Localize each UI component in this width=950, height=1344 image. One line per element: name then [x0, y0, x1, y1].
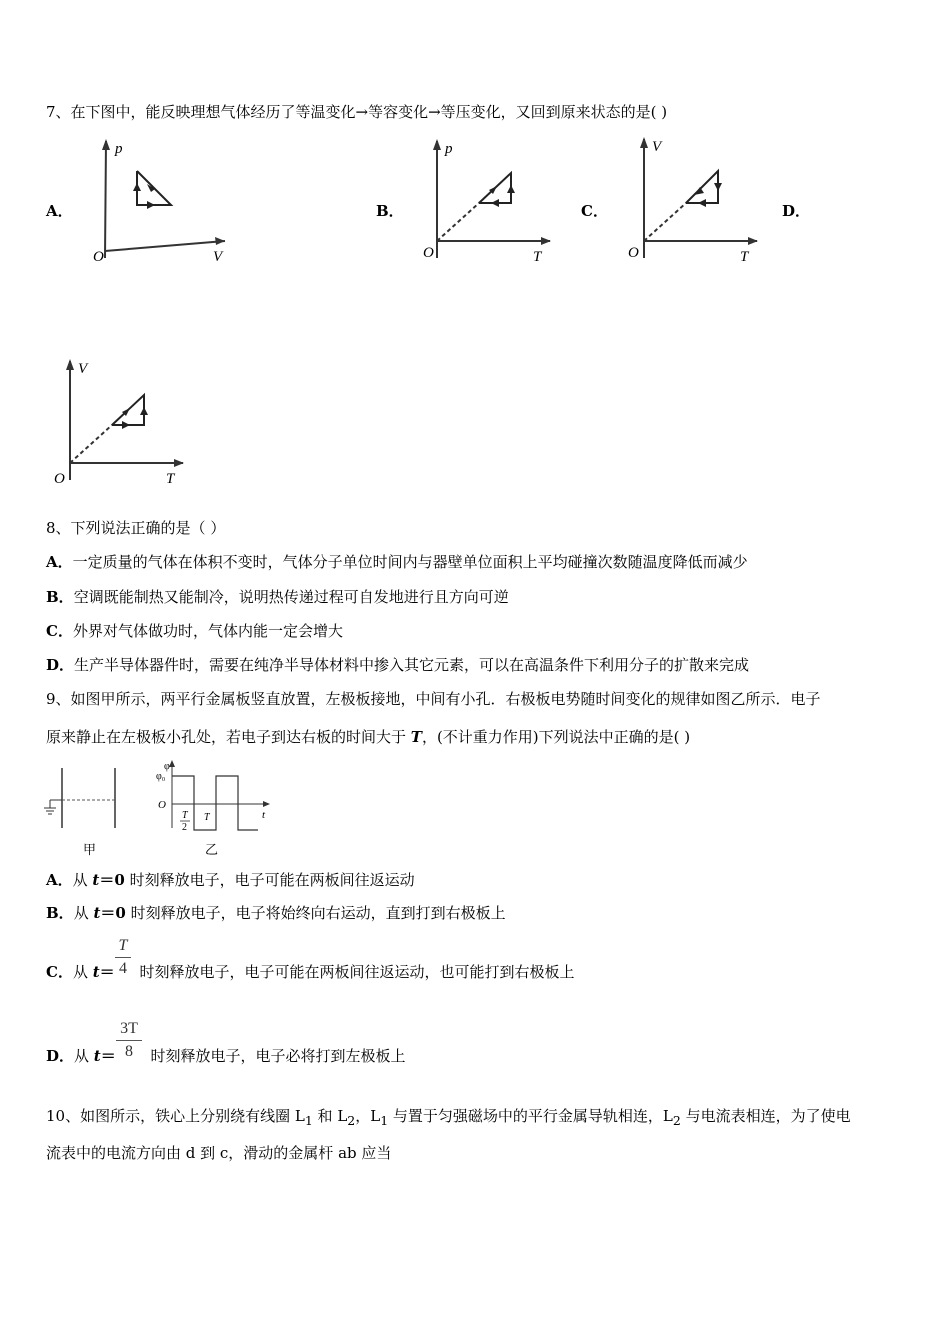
q9-option-c-frac-den: 4: [119, 960, 127, 977]
q9-jia-label: 甲: [83, 842, 97, 857]
q7-stem: 7、在下图中，能反映理想气体经历了等温变化→等容变化→等压变化，又回到原来状态的是( ): [46, 103, 668, 121]
q8-option-b-text: 空调既能制热又能制冷，说明热传递过程可自发地进行且方向可逆: [73, 588, 509, 606]
q8-option-a: [46, 552, 748, 572]
q9-option-d-eq: ＝: [100, 1047, 116, 1065]
q8-option-b: [46, 587, 509, 607]
q10-sub3: 1: [380, 1113, 389, 1128]
q7-option-c-label: C．: [581, 202, 608, 220]
q8-option-c: [46, 621, 343, 641]
q10-sub1: 1: [304, 1113, 313, 1128]
q9-figure-jia: [40, 762, 140, 862]
q9-phi-label: φ: [164, 761, 170, 772]
q9-period-label: T: [204, 812, 210, 823]
q9-option-d-var: t: [93, 1047, 101, 1065]
q7-a-origin: O: [93, 249, 104, 265]
q9-option-b-var: t: [93, 904, 101, 922]
q9-option-d-prefix: 从: [74, 1047, 94, 1065]
q7-d-x-axis: T: [166, 471, 175, 487]
q9-option-a-var: t: [92, 871, 100, 889]
q7-graph-d: [38, 355, 188, 490]
q10-sub2: 2: [347, 1113, 356, 1128]
q7-b-y-axis: p: [445, 141, 453, 157]
q9-option-a-prefix: 从: [72, 871, 93, 889]
q8-option-d-letter: D．: [46, 656, 75, 674]
q8-option-d-text: 生产半导体器件时，需要在纯净半导体材料中掺入其它元素，可以在高温条件下利用分子的扩散来完成: [74, 656, 750, 674]
q10-line1-d: 与置于匀强磁场中的平行金属导轨相连，L: [388, 1107, 673, 1125]
q7-d-origin: O: [54, 471, 65, 487]
q9-half-t-den: 2: [182, 822, 187, 833]
q7-option-d-label: D．: [782, 202, 811, 220]
q8-option-c-letter: C．: [46, 622, 73, 640]
q9-stem-line2-b: ，(不计重力作用)下列说法中正确的是( ): [421, 728, 691, 746]
q9-phi0-label: φ₀: [156, 771, 166, 782]
q9-option-a-eq: ＝0: [99, 871, 125, 889]
q8-option-d: [46, 655, 749, 675]
q9-option-d-letter: D．: [46, 1047, 75, 1065]
q9-half-t-num: T: [182, 810, 188, 821]
q9-option-d-frac-num: 3T: [120, 1020, 138, 1037]
q9-option-c-frac-num: T: [118, 937, 128, 954]
q9-option-a-text: 时刻释放电子，电子可能在两板间往返运动: [124, 871, 415, 889]
q7-a-x-axis: V: [213, 249, 223, 265]
q9-option-c-fraction: [115, 937, 131, 978]
q10-line1: [46, 1106, 851, 1131]
q7-c-origin: O: [628, 245, 639, 261]
q7-a-y-axis: p: [115, 141, 123, 157]
q9-option-c-letter: C．: [46, 963, 73, 981]
q7-option-a-label: A．: [46, 202, 73, 220]
q10-sub4: 2: [672, 1113, 681, 1128]
q9-option-b-prefix: 从: [73, 904, 94, 922]
q9-option-a-letter: A．: [46, 871, 73, 889]
q10-line1-b: 和 L: [312, 1107, 348, 1125]
q9-option-c-prefix: 从: [72, 963, 93, 981]
q9-yi-label: 乙: [205, 842, 219, 857]
q9-option-c-text: 时刻释放电子，电子可能在两板间往返运动，也可能打到右极板上: [134, 963, 575, 981]
q9-option-b-eq: ＝0: [100, 904, 126, 922]
q8-option-a-text: 一定质量的气体在体积不变时，气体分子单位时间内与器壁单位面积上平均碰撞次数随温度降低而减少: [72, 553, 748, 571]
q7-graph-b: [405, 133, 555, 268]
q9-stem-period: T: [410, 728, 422, 746]
q10-line2: 流表中的电流方向由 d 到 c，滑动的金属杆 ab 应当: [46, 1144, 392, 1162]
q7-graph-a: [75, 133, 235, 268]
q8-stem: 8、下列说法正确的是（ ）: [46, 519, 226, 537]
q9-option-c-var: t: [92, 963, 100, 981]
q10-line1-a: 10、如图所示，铁心上分别绕有线圈 L: [46, 1107, 305, 1125]
q8-option-a-letter: A．: [46, 553, 73, 571]
q9-yi-origin: O: [158, 799, 166, 811]
q8-option-b-letter: B．: [46, 588, 74, 606]
q10-line1-c: ，L: [355, 1107, 381, 1125]
q9-option-d: [46, 1046, 406, 1066]
q9-t-axis: t: [262, 809, 266, 821]
q9-stem-line1: 9、如图甲所示，两平行金属板竖直放置，左极板接地，中间有小孔．右极板电势随时间变化的规律如图乙所示．电子: [46, 690, 821, 708]
q9-stem-line2: [46, 727, 690, 747]
q8-option-c-text: 外界对气体做功时，气体内能一定会增大: [72, 622, 343, 640]
q9-stem-line2-a: 原来静止在左极板小孔处，若电子到达右板的时间大于: [46, 728, 411, 746]
q7-b-x-axis: T: [533, 249, 542, 265]
q9-option-b-letter: B．: [46, 904, 74, 922]
q9-option-a: [46, 870, 415, 890]
q7-graph-c: [612, 133, 762, 268]
q9-option-d-frac-den: 8: [125, 1043, 133, 1060]
q9-option-d-text: 时刻释放电子，电子必将打到左极板上: [145, 1047, 406, 1065]
q10-line1-e: 与电流表相连，为了使电: [680, 1107, 851, 1125]
q7-b-origin: O: [423, 245, 434, 261]
q7-option-b-label: B．: [376, 202, 404, 220]
q9-figure-yi: [150, 758, 280, 862]
q7-d-y-axis: V: [78, 361, 88, 377]
q9-option-b: [46, 903, 506, 923]
q9-option-c-eq: ＝: [99, 963, 115, 981]
q9-option-b-text: 时刻释放电子，电子将始终向右运动，直到打到右极板上: [125, 904, 506, 922]
q7-c-y-axis: V: [652, 139, 662, 155]
q7-c-x-axis: T: [740, 249, 749, 265]
q9-option-d-fraction: [116, 1020, 142, 1061]
